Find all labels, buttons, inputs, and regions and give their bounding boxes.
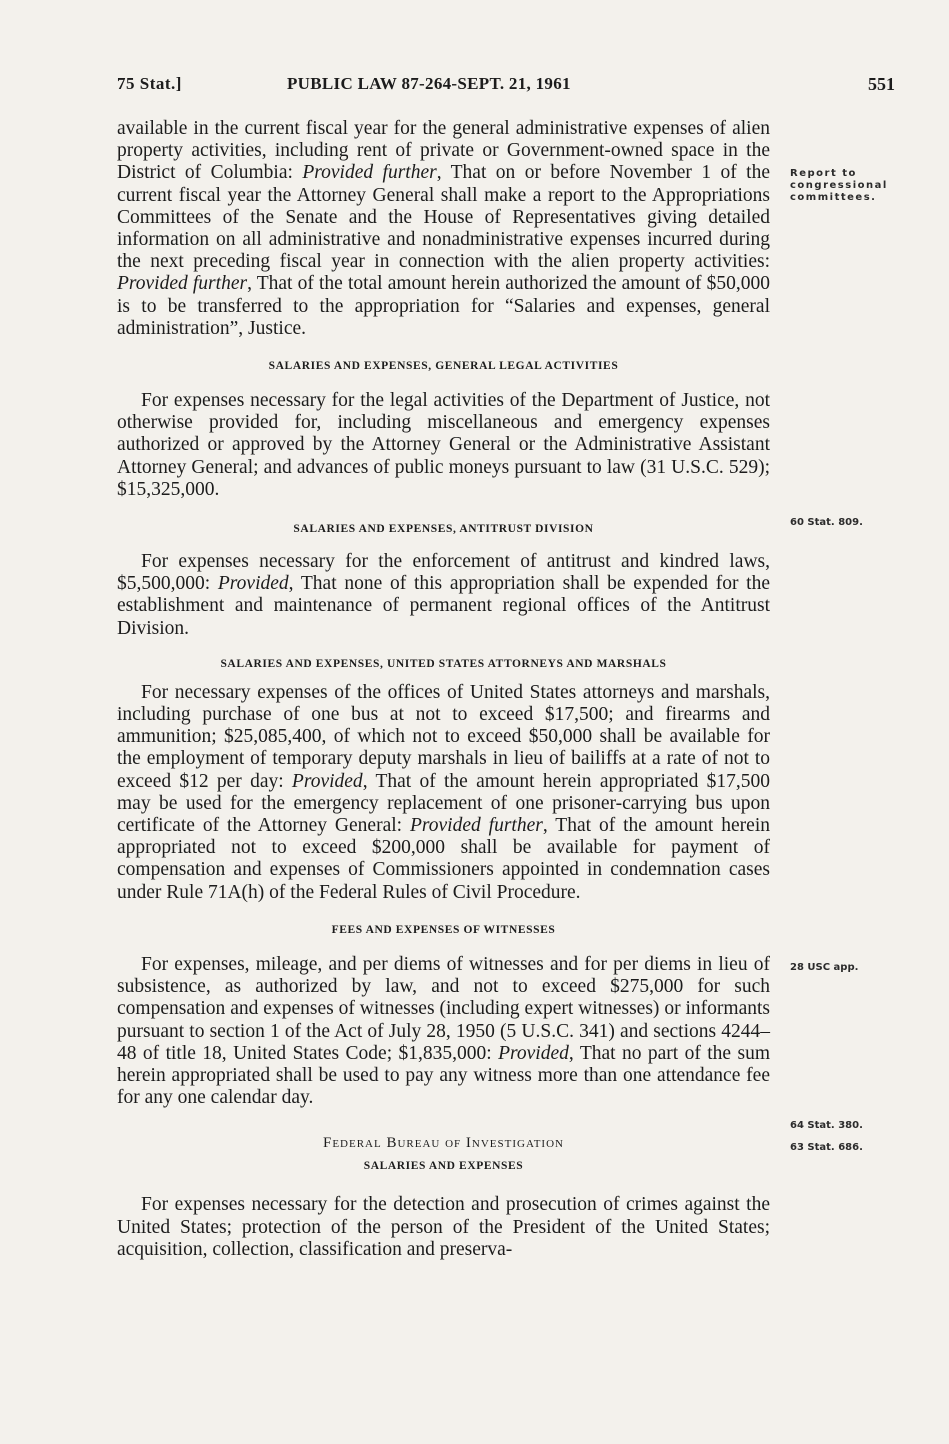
antitrust-paragraph: For expenses necessary for the enforcement of antitrust and kindred laws, $5,500,000: Provided, That none of this appropriation shall be expended for the establishment and maintenance of permanent regional offices of the Antitrust Division. <box>117 551 770 639</box>
volume-reference: 75 Stat.] <box>117 74 182 93</box>
running-header <box>0 74 949 100</box>
margin-note-report: Report to congressional committees. <box>790 168 888 203</box>
legal-paragraph: For expenses necessary for the legal activities of the Department of Justice, not otherwise provided for, including miscellaneous and emergency expenses authorized or approved by the Attorney General or the Administrative Assistant Attorney General; and advances of public moneys pursuant to law (31 U.S.C. 529); $15,325,000. <box>117 390 770 500</box>
witnesses-paragraph: For expenses, mileage, and per diems of witnesses and for per diems in lieu of subsistence, as authorized by law, and not to exceed $275,000 for such compensation and expenses of witnesses (including expert witnesses) or informants pursuant to section 1 of the Act of July 28, 1950 (5 U.S.C. 341) and sections 4244–48 of title 18, United States Code; $1,835,000: Provided, That no part of the sum herein appropriated shall be used to pay any witness more than one attendance fee for any one calendar day. <box>117 953 770 1109</box>
section-heading-fbi: SALARIES AND EXPENSES <box>363 1160 524 1173</box>
page-number: 551 <box>868 74 895 94</box>
section-heading-legal: SALARIES AND EXPENSES, GENERAL LEGAL ACTIVITIES <box>268 360 619 373</box>
section-heading-witnesses: FEES AND EXPENSES OF WITNESSES <box>331 923 556 936</box>
margin-note-60-stat: 60 Stat. 809. <box>790 517 863 528</box>
fbi-paragraph: For expenses necessary for the detection and prosecution of crimes against the United States; protection of the person of the President of the United States; acquisition, collection, classification and preserva- <box>117 1194 770 1260</box>
main-text-column <box>117 118 770 1261</box>
section-heading-antitrust: SALARIES AND EXPENSES, ANTITRUST DIVISION <box>293 523 594 536</box>
margin-note-28-usc: 28 USC app. <box>790 962 859 973</box>
bureau-title: Federal Bureau of Investigation <box>323 1135 564 1152</box>
attorneys-paragraph: For necessary expenses of the offices of United States attorneys and marshals, including purchase of one bus at not to exceed $17,500; and firearms and ammunition; $25,085,400, of which not to exceed $50,000 shall be available for the employment of temporary deputy marshals in lieu of bailiffs at a rate of not to exceed $12 per day: Provided, That of the amount herein appropriated $17,500 may be used for the emergency replacement of one prisoner-carrying bus upon certificate of the Attorney General: Provided further, That of the amount herein appropriated not to exceed $200,000 shall be available for payment of compensation and expenses of Commissioners appointed in condemnation cases under Rule 71A(h) of the Federal Rules of Civil Procedure. <box>117 681 771 903</box>
margin-note-64-stat: 64 Stat. 380. <box>790 1120 863 1131</box>
intro-paragraph: available in the current fiscal year for the general administrative expenses of alien property activities, including rent of private or Government-owned space in the District of Columbia: Provided further, That on or before November 1 of the current fiscal year the Attorney General shall make a report to the Appropriations Committees of the Senate and the House of Representatives giving detailed information on all administrative and nonadministrative expenses incurred during the next preceding fiscal year in connection with the alien property activities: Provided further, That of the total amount herein authorized the amount of $50,000 is to be transferred to the appropriation for “Salaries and expenses, general administration”, Justice. <box>117 118 771 339</box>
margin-note-63-stat: 63 Stat. 686. <box>790 1142 863 1153</box>
law-title: PUBLIC LAW 87-264-SEPT. 21, 1961 <box>287 74 571 93</box>
section-heading-attorneys: SALARIES AND EXPENSES, UNITED STATES ATTORNEYS AND MARSHALS <box>220 657 667 670</box>
